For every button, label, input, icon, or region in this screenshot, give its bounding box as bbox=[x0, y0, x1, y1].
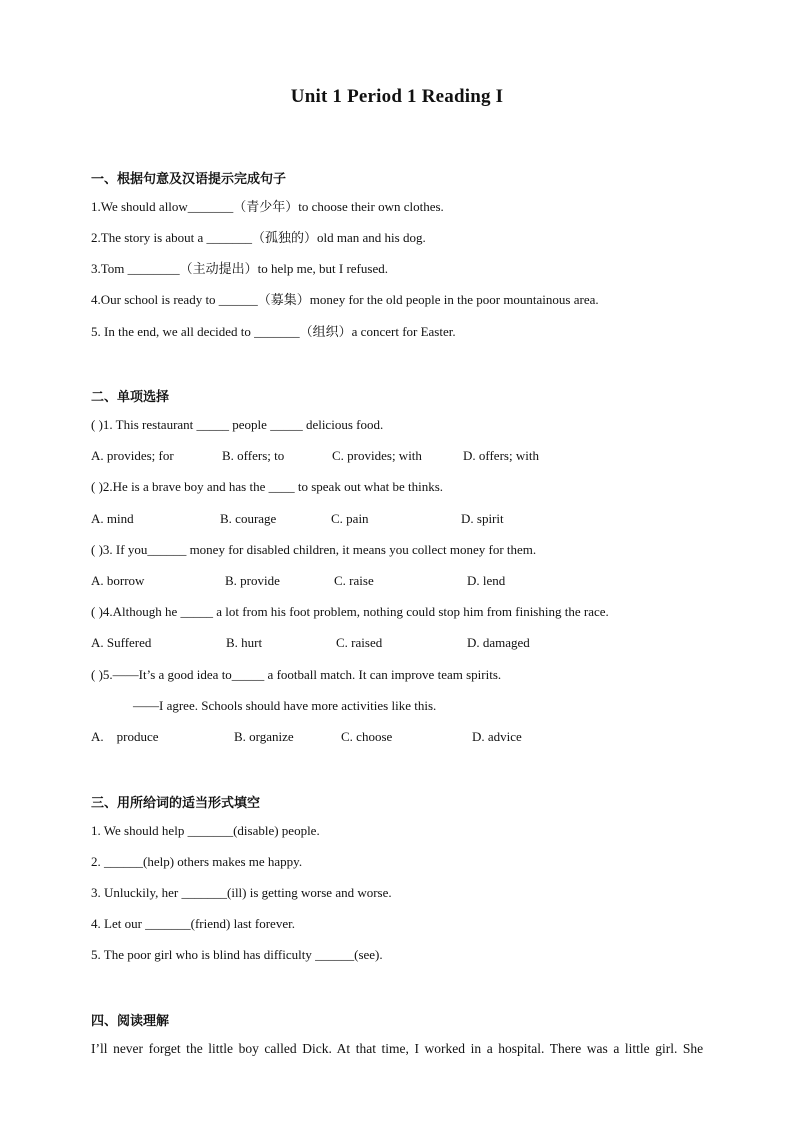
section-3-heading: 三、用所给词的适当形式填空 bbox=[91, 796, 261, 811]
question-1-stem: ( )1. This restaurant _____ people _____ delicious food. bbox=[91, 417, 384, 432]
section-3-item-1: 1. We should help _______(disable) people. bbox=[91, 823, 320, 838]
question-4-option-a: A. Suffered bbox=[91, 635, 152, 650]
question-1-option-d: D. offers; with bbox=[463, 448, 539, 463]
question-5-option-a: A. produce bbox=[91, 729, 159, 744]
question-5-option-b: B. organize bbox=[234, 729, 294, 744]
section-1-item-2: 2.The story is about a _______（孤独的）old man and his dog. bbox=[91, 230, 426, 245]
question-5-option-d: D. advice bbox=[472, 729, 522, 744]
section-1-heading: 一、根据句意及汉语提示完成句子 bbox=[91, 172, 287, 187]
question-2-stem: ( )2.He is a brave boy and has the ____ to speak out what be thinks. bbox=[91, 479, 444, 494]
question-5-stem: ( )5.——It’s a good idea to_____ a football match. It can improve team spirits. bbox=[91, 667, 502, 682]
section-1-item-1: 1.We should allow_______（青少年）to choose their own clothes. bbox=[91, 199, 444, 214]
question-2-option-d: D. spirit bbox=[461, 511, 504, 526]
question-3-option-d: D. lend bbox=[467, 573, 506, 588]
section-3-item-4: 4. Let our _______(friend) last forever. bbox=[91, 916, 295, 931]
question-4-option-d: D. damaged bbox=[467, 635, 530, 650]
page-title: Unit 1 Period 1 Reading I bbox=[290, 86, 504, 107]
section-1-item-3: 3.Tom ________（主动提出）to help me, but I refused. bbox=[91, 261, 388, 276]
question-1-option-a: A. provides; for bbox=[91, 448, 174, 463]
section-3-item-2: 2. ______(help) others makes me happy. bbox=[91, 854, 303, 869]
question-3-option-a: A. borrow bbox=[91, 573, 145, 588]
question-3-stem: ( )3. If you______ money for disabled children, it means you collect money for them. bbox=[91, 542, 537, 557]
question-2-option-a: A. mind bbox=[91, 511, 134, 526]
reading-paragraph: I’ll never forget the little boy called Dick. At that time, I worked in a hospital. There was a little girl. She bbox=[91, 1041, 704, 1056]
section-4-heading: 四、阅读理解 bbox=[91, 1014, 170, 1029]
question-4-stem: ( )4.Although he _____ a lot from his foot problem, nothing could stop him from finishing the race. bbox=[91, 604, 609, 619]
question-2-option-b: B. courage bbox=[220, 511, 277, 526]
question-1-option-b: B. offers; to bbox=[222, 448, 285, 463]
question-1-option-c: C. provides; with bbox=[332, 448, 422, 463]
question-4-option-b: B. hurt bbox=[226, 635, 263, 650]
section-1-item-5: 5. In the end, we all decided to _______（组织）a concert for Easter. bbox=[91, 324, 456, 339]
question-5-reply: ——I agree. Schools should have more activities like this. bbox=[133, 698, 437, 713]
section-3-item-5: 5. The poor girl who is blind has difficulty ______(see). bbox=[91, 947, 383, 962]
question-3-option-c: C. raise bbox=[334, 573, 374, 588]
question-2-option-c: C. pain bbox=[331, 511, 369, 526]
question-4-option-c: C. raised bbox=[336, 635, 383, 650]
question-3-option-b: B. provide bbox=[225, 573, 280, 588]
section-2-heading: 二、单项选择 bbox=[91, 390, 170, 405]
section-1-item-4: 4.Our school is ready to ______（募集）money for the old people in the poor mountainous area. bbox=[91, 292, 599, 307]
question-5-option-c: C. choose bbox=[341, 729, 393, 744]
section-3-item-3: 3. Unluckily, her _______(ill) is getting worse and worse. bbox=[91, 885, 392, 900]
